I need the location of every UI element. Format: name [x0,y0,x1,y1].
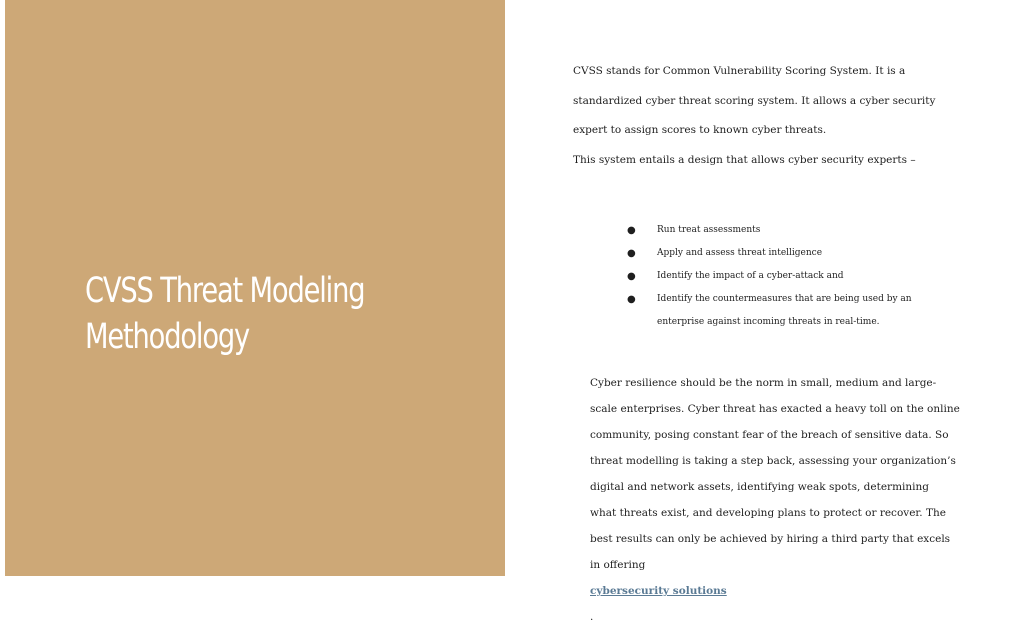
bullet-item [627,219,927,242]
intro-line: This system entails a design that allows cyber security experts – [573,153,916,166]
slide-title-line-2: Methodology [85,317,249,357]
body-line: digital and network assets, identifying weak spots, determining [590,481,929,493]
intro-line: expert to assign scores to known cyber threats. [573,124,827,136]
body-last-suffix: . [590,611,594,623]
bullet-list [627,219,927,334]
bullet-dot-icon: ● [627,294,636,305]
slide-title [85,268,397,360]
bullet-text: Identify the impact of a cyber-attack and [657,271,844,281]
body-line: scale enterprises. Cyber threat has exacted a heavy toll on the online [590,403,960,415]
bullet-item [627,265,927,288]
body-line: community, posing constant fear of the breach of sensitive data. So [590,429,949,441]
intro-paragraph [573,57,936,175]
bullet-dot-icon: ● [627,271,636,282]
body-paragraph [590,370,960,630]
intro-line: CVSS stands for Common Vulnerability Scoring System. It is a [573,65,906,77]
bullet-text-continuation: enterprise against incoming threats in real-time. [657,317,880,327]
slide-title-line-1: CVSS Threat Modeling [85,271,365,311]
bullet-dot-icon: ● [627,248,636,259]
bullet-item [627,288,927,334]
bullet-text: Identify the countermeasures that are being used by an [657,294,912,304]
bullet-dot-icon: ● [627,225,636,236]
body-line: threat modelling is taking a step back, assessing your organization’s [590,455,956,467]
bullet-item [627,242,927,265]
body-line: what threats exist, and developing plans to protect or recover. The [590,507,946,519]
body-last-line [590,552,950,630]
intro-line: standardized cyber threat scoring system. It allows a cyber security [573,94,936,107]
bullet-text: Run treat assessments [657,225,761,235]
body-line: Cyber resilience should be the norm in small, medium and large- [590,377,937,389]
bullet-text: Apply and assess threat intelligence [657,248,823,258]
cybersecurity-solutions-link[interactable]: cybersecurity solutions [590,585,727,597]
body-line: best results can only be achieved by hiring a third party that excels [590,533,951,545]
body-last-prefix: in offering [590,559,646,571]
